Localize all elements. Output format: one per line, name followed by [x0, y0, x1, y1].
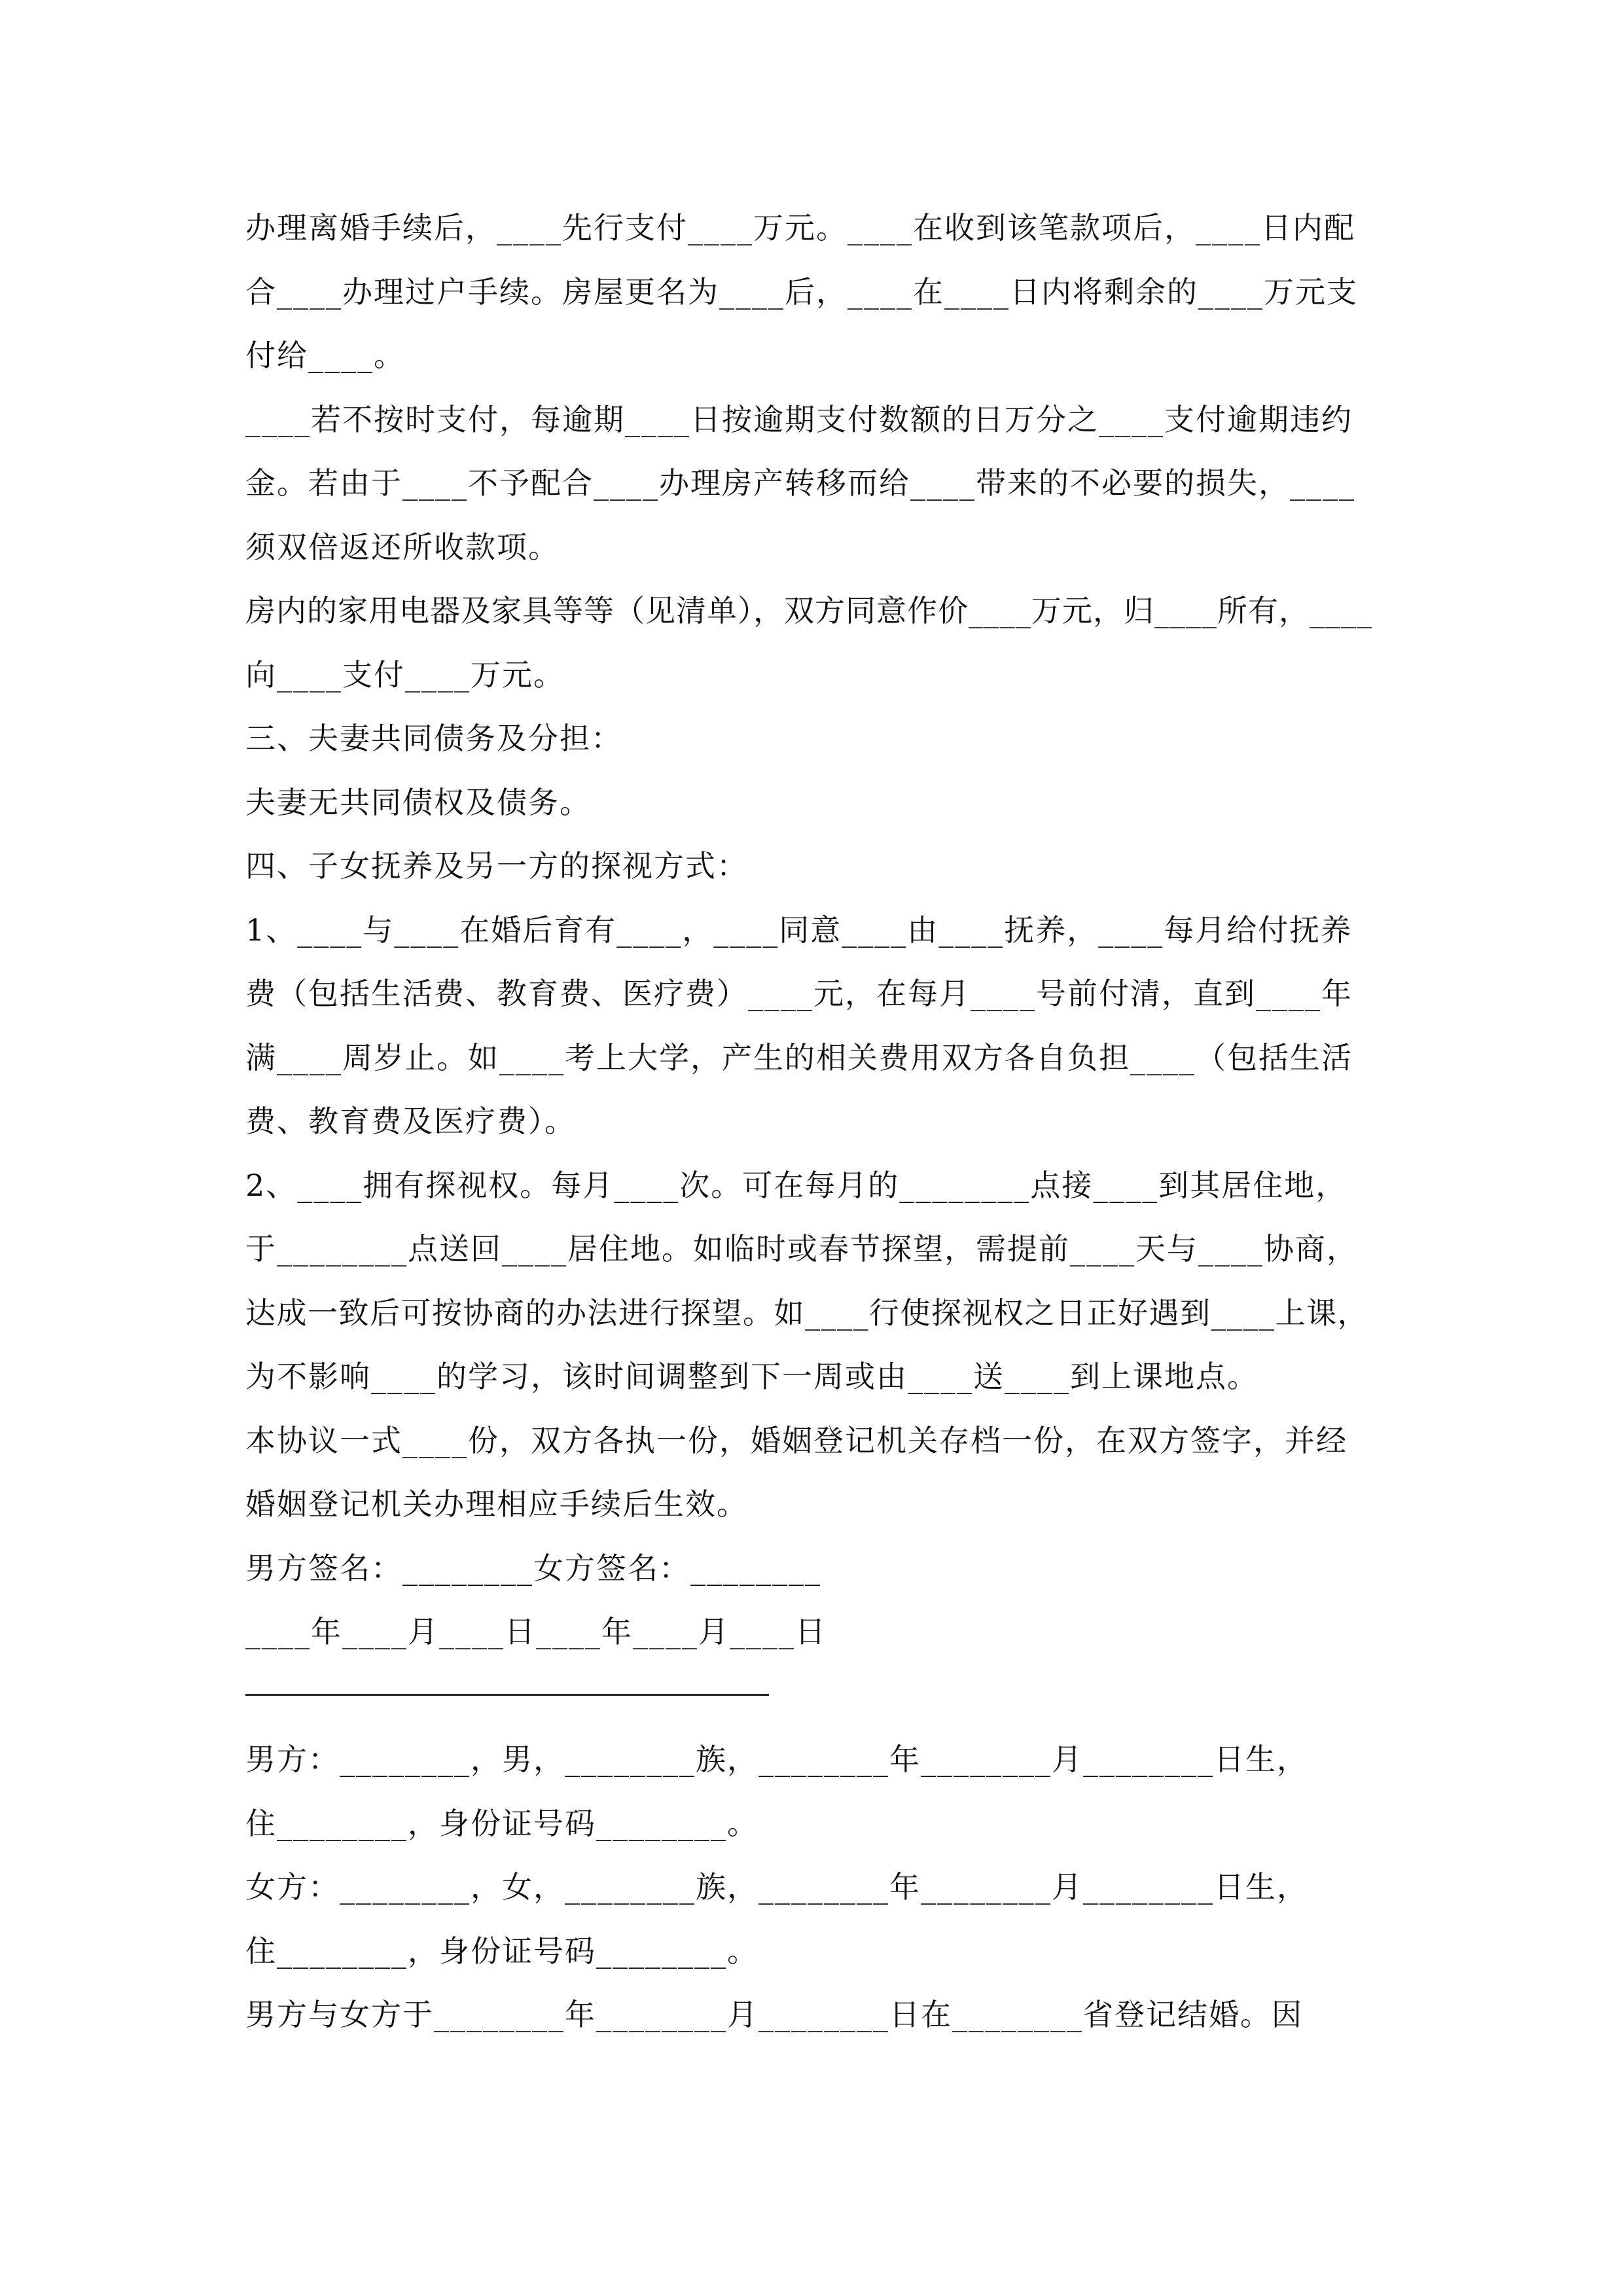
section-heading: 四、子女抚养及另一方的探视方式： [245, 848, 748, 884]
text-line: 须双倍返还所收款项。 [245, 529, 560, 565]
agreement-body [245, 196, 1381, 2047]
blank-line [245, 1664, 1381, 1729]
text-line: 费（包括生活费、教育费、医疗费）____元，在每月____号前付清，直到____年 [245, 976, 1353, 1011]
section-divider [245, 1694, 769, 1696]
text-line: 婚姻登记机关办理相应手续后生效。 [245, 1486, 748, 1522]
text-line: 满____周岁止。如____考上大学，产生的相关费用双方各自负担____（包括生活 [245, 1039, 1353, 1075]
text-line: 女方：________，女，________族，________年________月________日生， [245, 1869, 1308, 1905]
text-line: 办理离婚手续后，____先行支付____万元。____在收到该笔款项后，____日内配 [245, 210, 1355, 245]
signature-line: 男方签名：________女方签名：________ [245, 1550, 821, 1586]
text-line: 费、教育费及医疗费）。 [245, 1103, 576, 1139]
text-line: 住________，身份证号码________。 [245, 1805, 758, 1841]
text-line: 夫妻无共同债权及债务。 [245, 784, 591, 820]
text-line: 男方：________，男，________族，________年________月________日生， [245, 1742, 1308, 1777]
text-line: 本协议一式____份，双方各执一份，婚姻登记机关存档一份，在双方签字，并经 [245, 1422, 1347, 1458]
text-line: 向____支付____万元。 [245, 656, 565, 692]
text-line: 2、____拥有探视权。每月____次。可在每月的________点接____到其居住地， [245, 1167, 1347, 1203]
text-line: ____若不按时支付，每逾期____日按逾期支付数额的日万分之____支付逾期违约 [245, 401, 1353, 437]
text-line: 合____办理过户手续。房屋更名为____后，____在____日内将剩余的____万元支 [245, 274, 1358, 310]
text-line: 男方与女方于________年________月________日在________省登记结婚。因 [245, 1997, 1303, 2032]
text-line: 为不影响____的学习，该时间调整到下一周或由____送____到上课地点。 [245, 1359, 1258, 1394]
text-line: 于________点送回____居住地。如临时或春节探望，需提前____天与____协商， [245, 1231, 1358, 1266]
text-line: 付给____。 [245, 338, 405, 373]
section-heading: 三、夫妻共同债务及分担： [245, 721, 622, 756]
date-line: ____年____月____日____年____月____日 [245, 1614, 827, 1649]
text-line: 达成一致后可按协商的办法进行探望。如____行使探视权之日正好遇到____上课， [245, 1295, 1368, 1331]
text-line: 住________，身份证号码________。 [245, 1933, 758, 1969]
text-line: 1、____与____在婚后育有____，____同意____由____抚养，____每月给付抚养 [245, 912, 1353, 948]
text-line: 房内的家用电器及家具等等（见清单），双方同意作价____万元，归____所有，____ [245, 593, 1372, 628]
text-line: 金。若由于____不予配合____办理房产转移而给____带来的不必要的损失，____ [245, 465, 1355, 501]
